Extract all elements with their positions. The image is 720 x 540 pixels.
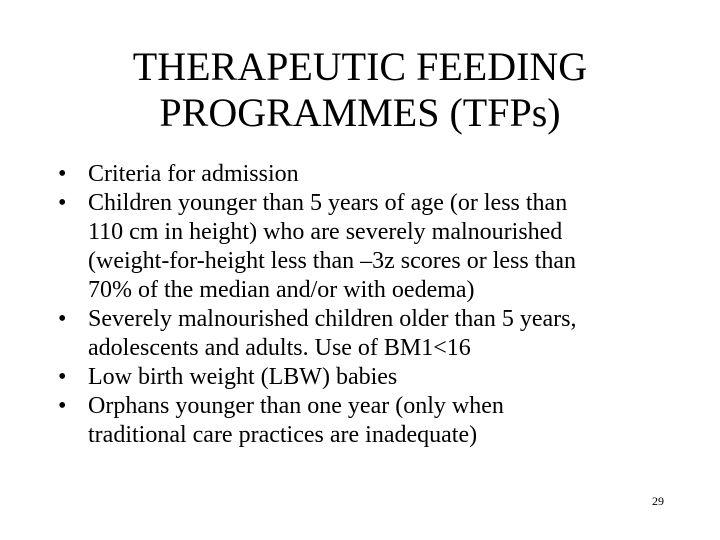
bullet-text-line: Severely malnourished children older than 5 years, (88, 306, 577, 332)
bullet-text-line: 110 cm in height) who are severely malnourished (88, 219, 563, 245)
bullet-text-line: 70% of the median and/or with oedema) (88, 277, 475, 303)
bullet-text-line: Orphans younger than one year (only when (88, 393, 504, 419)
bullet-text-line: adolescents and adults. Use of BM1<16 (88, 335, 471, 361)
page-number: 29 (652, 494, 664, 508)
bullet-dot-icon: • (58, 364, 67, 390)
bullet-dot-icon: • (58, 190, 67, 216)
slide-title-line-1: THERAPEUTIC FEEDING (132, 44, 588, 89)
bullet-item-orphans (54, 392, 674, 450)
bullet-list (54, 160, 674, 450)
bullet-text-line: (weight-for-height less than –3z scores or less than (88, 248, 577, 274)
bullet-text-line: traditional care practices are inadequate) (88, 422, 478, 448)
slide-title (60, 44, 660, 136)
slide-title-line-2: PROGRAMMES (TFPs) (159, 90, 561, 135)
bullet-text-line: Criteria for admission (88, 161, 299, 187)
bullet-item-low-birth-weight (54, 363, 674, 392)
bullet-item-older-children-adults (54, 305, 674, 363)
bullet-dot-icon: • (58, 393, 67, 419)
bullet-text-line: Low birth weight (LBW) babies (88, 364, 398, 390)
bullet-item-children-under-5 (54, 189, 674, 305)
bullet-text-line: Children younger than 5 years of age (or less than (88, 190, 568, 216)
bullet-dot-icon: • (58, 161, 67, 187)
bullet-item-admission-criteria (54, 160, 674, 189)
bullet-dot-icon: • (58, 306, 67, 332)
